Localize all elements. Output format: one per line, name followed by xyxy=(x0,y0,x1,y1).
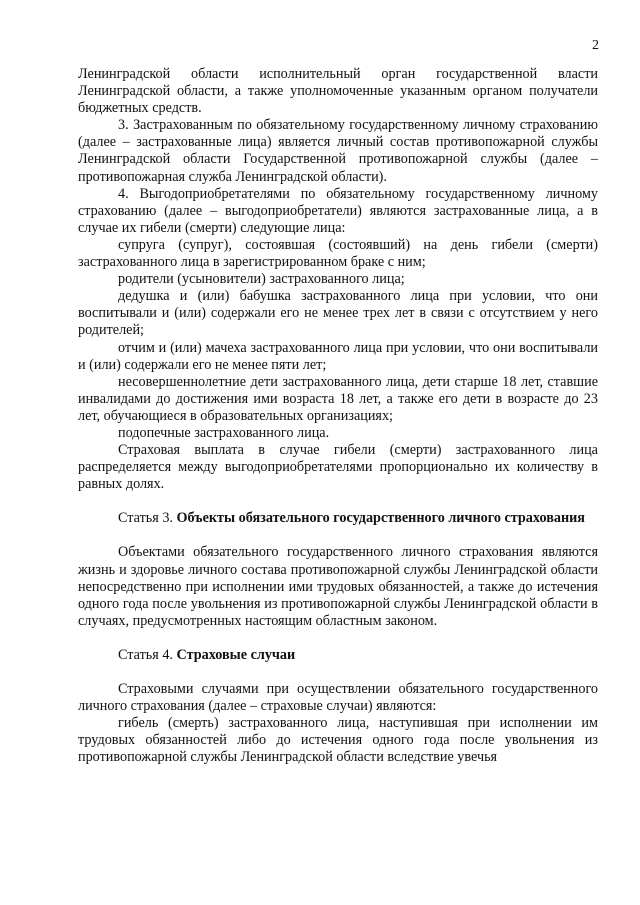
article-3-heading xyxy=(78,510,598,527)
paragraph: несовершеннолетние дети застрахованного лица, дети старше 18 лет, ставшие инвалидами до достижения ими возраста 18 лет, а также его дети в возрасте до 23 лет, обучающиеся в образовательных организациях; xyxy=(78,373,598,424)
document-body xyxy=(78,66,598,766)
paragraph: Страховая выплата в случае гибели (смерти) застрахованного лица распределяется между выгодоприобретателями пропорционально их количеству в равных долях. xyxy=(78,442,598,493)
article-3-title: Объекты обязательного государственного личного страхования xyxy=(176,510,585,527)
paragraph: 3. Застрахованным по обязательному государственному личному страхованию (далее – застрахованные лица) является личный состав противопожарной службы Ленинградской области Государственной противопожарной службы (далее – противопожарная служба Ленинградской области). xyxy=(78,117,598,185)
article-4-title: Страховые случаи xyxy=(176,646,296,663)
paragraph: Объектами обязательного государственного личного страхования являются жизнь и здоровье личного состава противопожарной службы Ленинградской области непосредственно при исполнении ими трудовых обязанностей, а также до истечения одного года после увольнения из противопожарной службы Ленинградской области в случаях, предусмотренных настоящим областным законом. xyxy=(78,544,598,629)
paragraph: дедушка и (или) бабушка застрахованного лица при условии, что они воспитывали и (или) содержали его не менее трех лет в связи с отсутствием у него родителей; xyxy=(78,288,598,339)
paragraph: 4. Выгодоприобретателями по обязательному государственному личному страхованию (далее – выгодоприобретатели) являются застрахованные лица, а в случае их гибели (смерти) следующие лица: xyxy=(78,185,598,236)
article-3-prefix: Статья 3. xyxy=(118,510,177,527)
paragraph: гибель (смерть) застрахованного лица, наступившая при исполнении им трудовых обязанностей либо до истечения одного года после увольнения из противопожарной службы Ленинградской области вследствие увечья xyxy=(78,715,598,766)
paragraph: Ленинградской области исполнительный орган государственной власти Ленинградской области, а также уполномоченные указанным органом получатели бюджетных средств. xyxy=(78,66,598,117)
paragraph: отчим и (или) мачеха застрахованного лица при условии, что они воспитывали и (или) содержали его не менее пяти лет; xyxy=(78,339,598,373)
article-4-prefix: Статья 4. xyxy=(118,646,177,663)
article-4-heading xyxy=(78,647,598,664)
paragraph: Страховыми случаями при осуществлении обязательного государственного личного страхования (далее – страховые случаи) являются: xyxy=(78,681,598,715)
paragraph: родители (усыновители) застрахованного лица; xyxy=(118,271,405,288)
page-number: 2 xyxy=(592,38,599,53)
paragraph: супруга (супруг), состоявшая (состоявший) на день гибели (смерти) застрахованного лица в зарегистрированном браке с ним; xyxy=(78,236,598,271)
paragraph: подопечные застрахованного лица. xyxy=(118,424,330,441)
